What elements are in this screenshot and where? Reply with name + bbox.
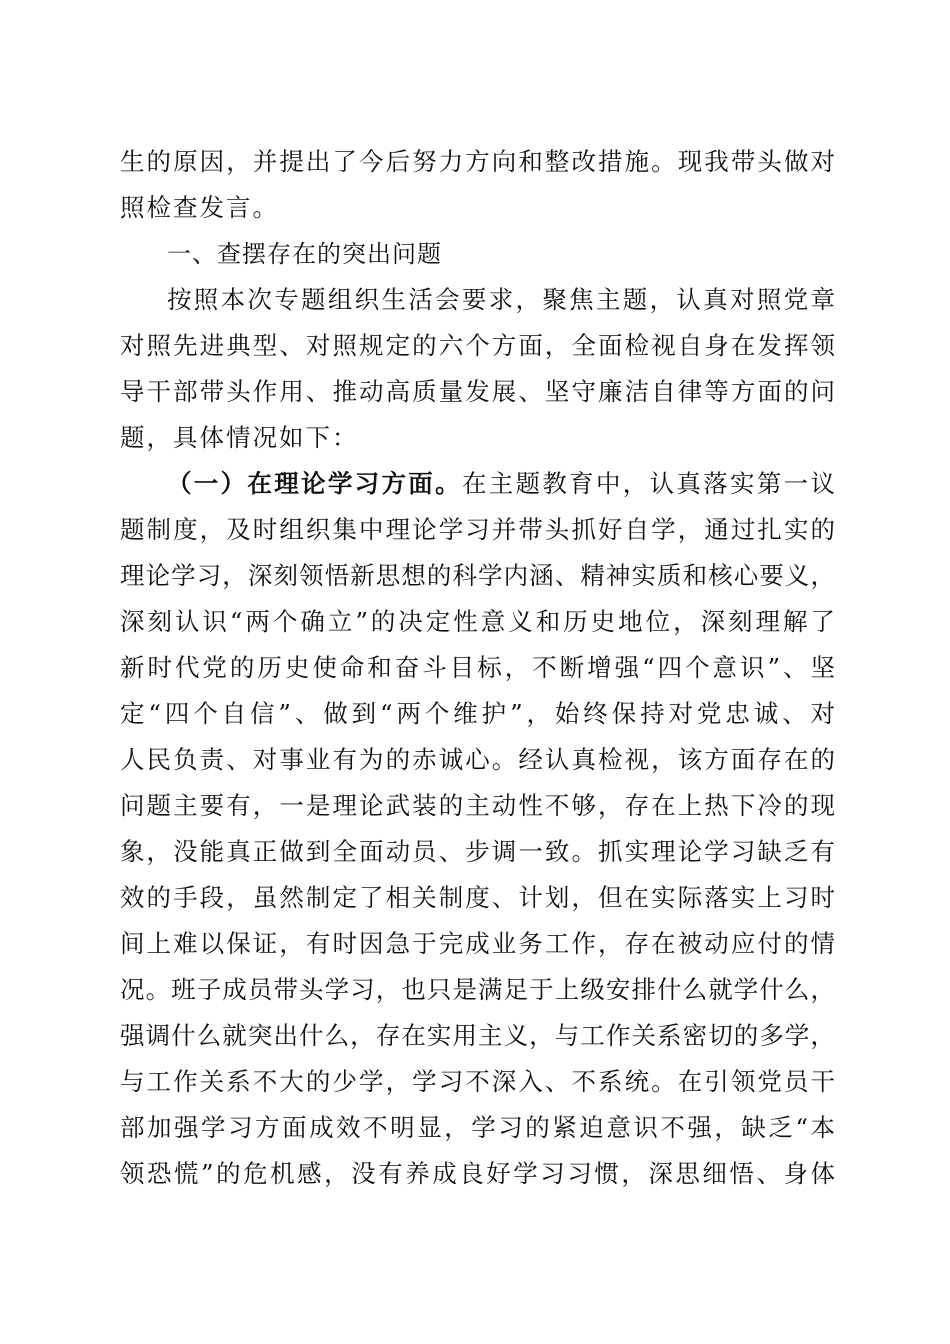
theory-line-10: 效的手段，虽然制定了相关制度、计划，但在实际落实上习时	[120, 883, 835, 912]
theory-line-13: 强调什么就突出什么，存在实用主义，与工作关系密切的多学，	[120, 1021, 835, 1050]
theory-line-1-rest: 在主题教育中，认真落实第一议	[461, 469, 835, 498]
theory-subheading: （一）在理论学习方面。	[167, 469, 462, 498]
theory-line-8: 问题主要有，一是理论武装的主动性不够，存在上热下冷的现	[120, 791, 835, 820]
theory-line-9: 象，没能真正做到全面动员、步调一致。抓实理论学习缺乏有	[120, 837, 835, 866]
theory-line-1	[167, 461, 835, 507]
theory-line-2: 题制度，及时组织集中理论学习并带头抓好自学，通过扎实的	[120, 515, 835, 544]
theory-line-3: 理论学习，深刻领悟新思想的科学内涵、精神实质和核心要义，	[120, 561, 835, 590]
theory-line-4: 深刻认识“两个确立”的决定性意义和历史地位，深刻理解了	[120, 607, 835, 636]
theory-line-12: 况。班子成员带头学习，也只是满足于上级安排什么就学什么，	[120, 975, 835, 1004]
intro-line-2: 照检查发言。	[120, 193, 279, 222]
theory-line-15: 部加强学习方面成效不明显，学习的紧迫意识不强，缺乏“本	[120, 1113, 835, 1142]
overview-line-4: 题，具体情况如下：	[120, 423, 359, 452]
theory-line-14: 与工作关系不大的少学，学习不深入、不系统。在引领党员干	[120, 1067, 835, 1096]
section-heading: 一、查摆存在的突出问题	[167, 240, 442, 268]
theory-line-6: 定“四个自信”、做到“两个维护”，始终保持对党忠诚、对	[120, 699, 835, 728]
theory-line-16: 领恐慌”的危机感，没有养成良好学习习惯，深思细悟、身体	[120, 1159, 835, 1188]
overview-line-3: 导干部带头作用、推动高质量发展、坚守廉洁自律等方面的问	[120, 377, 835, 406]
overview-line-1: 按照本次专题组织生活会要求，聚焦主题，认真对照党章	[167, 285, 835, 314]
intro-line-1: 生的原因，并提出了今后努力方向和整改措施。现我带头做对	[120, 147, 835, 176]
theory-line-5: 新时代党的历史使命和奋斗目标，不断增强“四个意识”、坚	[120, 653, 835, 682]
theory-line-7: 人民负责、对事业有为的赤诚心。经认真检视，该方面存在的	[120, 745, 835, 774]
overview-line-2: 对照先进典型、对照规定的六个方面，全面检视自身在发挥领	[120, 331, 835, 360]
theory-line-11: 间上难以保证，有时因急于完成业务工作，存在被动应付的情	[120, 929, 835, 958]
